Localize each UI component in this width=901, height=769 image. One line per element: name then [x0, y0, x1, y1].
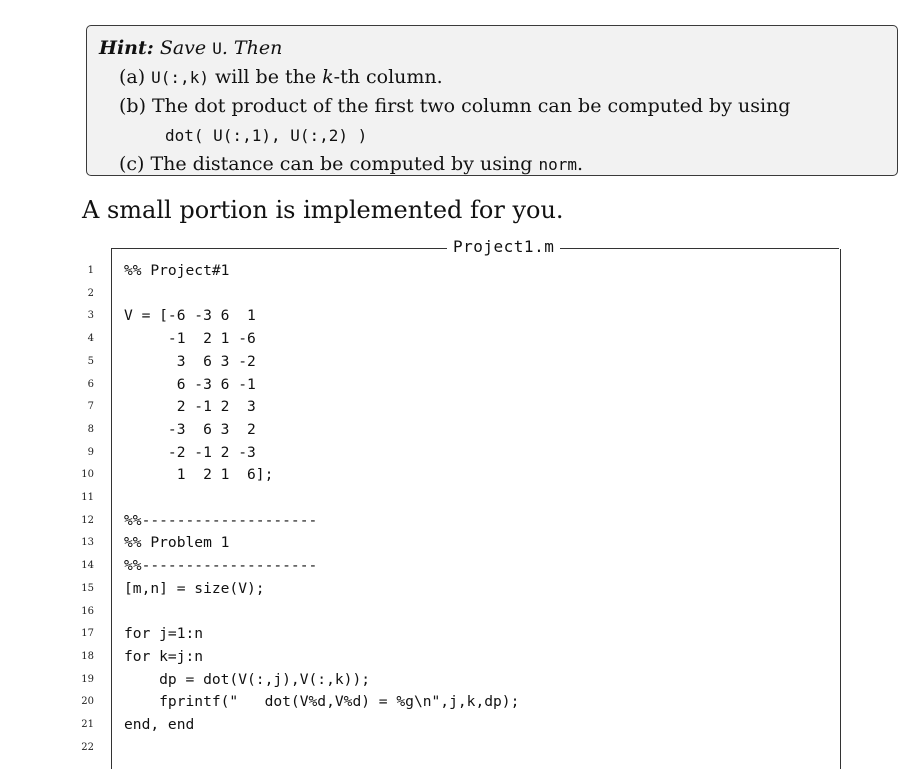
hint-item-variable: k: [322, 66, 334, 88]
line-number: 15: [81, 582, 94, 594]
line-number: 2: [87, 287, 94, 299]
hint-item-label: (c): [119, 153, 145, 175]
code-line: [0, 351, 901, 374]
code-text: fprintf(" dot(V%d,V%d) = %g\n",j,k,dp);: [124, 693, 520, 711]
code-text: [m,n] = size(V);: [124, 579, 265, 597]
code-text: for j=1:n: [124, 625, 204, 643]
code-line: [0, 487, 901, 510]
hint-heading: [99, 34, 897, 63]
hint-item-b: [99, 92, 897, 121]
line-number: 5: [87, 355, 94, 367]
code-line: [0, 283, 901, 306]
code-line: [0, 396, 901, 419]
code-line: [0, 714, 901, 737]
line-number: 21: [81, 719, 94, 730]
code-line: [0, 578, 901, 601]
hint-intro-code: U: [212, 39, 222, 58]
code-line: [0, 260, 901, 283]
hint-item-text: will be the: [208, 66, 323, 88]
line-number: 7: [87, 401, 94, 413]
hint-item-c: [99, 150, 897, 179]
code-line: [0, 555, 901, 578]
code-text: 3 6 3 -2: [124, 352, 256, 370]
hint-item-label: (a): [119, 66, 146, 88]
hint-item-a: [99, 63, 897, 92]
code-text: end, end: [124, 716, 195, 733]
code-line: [0, 623, 901, 646]
code-line: [0, 532, 901, 555]
code-text: 2 -1 2 3: [124, 398, 256, 416]
line-number: 6: [87, 378, 94, 390]
code-text: 1 2 1 6];: [124, 466, 274, 484]
code-line: [0, 328, 901, 351]
code-line: [0, 305, 901, 328]
hint-item-text: The distance can be computed by using: [150, 153, 539, 175]
section-intro-text: A small portion is implemented for you.: [82, 196, 564, 224]
line-number: 3: [87, 310, 94, 322]
hint-intro-prefix: Save: [159, 37, 207, 59]
code-text: dp = dot(V(:,j),V(:,k));: [124, 670, 371, 688]
code-line: [0, 442, 901, 465]
line-number: 10: [81, 469, 94, 481]
hint-intro-suffix: . Then: [221, 37, 283, 59]
code-text: %%--------------------: [124, 557, 318, 575]
code-line: [0, 669, 901, 692]
code-text: -1 2 1 -6: [124, 330, 256, 348]
line-number: 17: [81, 628, 94, 640]
line-number: 8: [87, 423, 94, 435]
hint-box: [86, 25, 898, 176]
code-text: for k=j:n: [124, 647, 204, 665]
hint-item-code: norm: [538, 155, 578, 174]
hint-item-label: (b): [119, 95, 146, 117]
line-number: 19: [81, 673, 94, 685]
hint-title: Hint:: [99, 37, 154, 59]
code-text: V = [-6 -3 6 1: [124, 307, 256, 325]
hint-item-text: The dot product of the first two column can be computed by using: [152, 95, 791, 117]
line-number: 20: [81, 696, 94, 708]
line-number: 14: [81, 560, 94, 572]
code-line: [0, 510, 901, 533]
line-number: 12: [81, 514, 94, 526]
hint-item-b-code-line: [99, 121, 897, 150]
code-line: [0, 464, 901, 487]
code-line: [0, 601, 901, 624]
code-line: [0, 691, 901, 714]
code-text: %% Project#1: [124, 262, 230, 279]
line-number: 13: [81, 537, 94, 549]
code-line: [0, 374, 901, 397]
hint-item-text-end: .: [577, 153, 584, 175]
code-text: %%--------------------: [124, 511, 318, 529]
code-line: [0, 646, 901, 669]
hint-item-code: U(:,k): [151, 68, 209, 87]
line-number: 1: [87, 265, 94, 276]
line-number: 18: [81, 650, 94, 662]
listing-filename: Project1.m: [447, 236, 560, 258]
code-line: [0, 737, 901, 760]
code-text: %% Problem 1: [124, 534, 230, 552]
hint-item-code: dot( U(:,1), U(:,2) ): [165, 126, 368, 145]
line-number: 16: [81, 605, 94, 617]
line-number: 11: [81, 492, 94, 503]
code-text: -2 -1 2 -3: [124, 443, 256, 461]
code-text: 6 -3 6 -1: [124, 375, 256, 393]
hint-item-text-end: -th column.: [333, 66, 443, 88]
line-number: 22: [81, 741, 94, 753]
code-text: -3 6 3 2: [124, 420, 256, 438]
line-number: 9: [87, 446, 94, 458]
code-line: [0, 419, 901, 442]
line-number: 4: [87, 333, 94, 345]
